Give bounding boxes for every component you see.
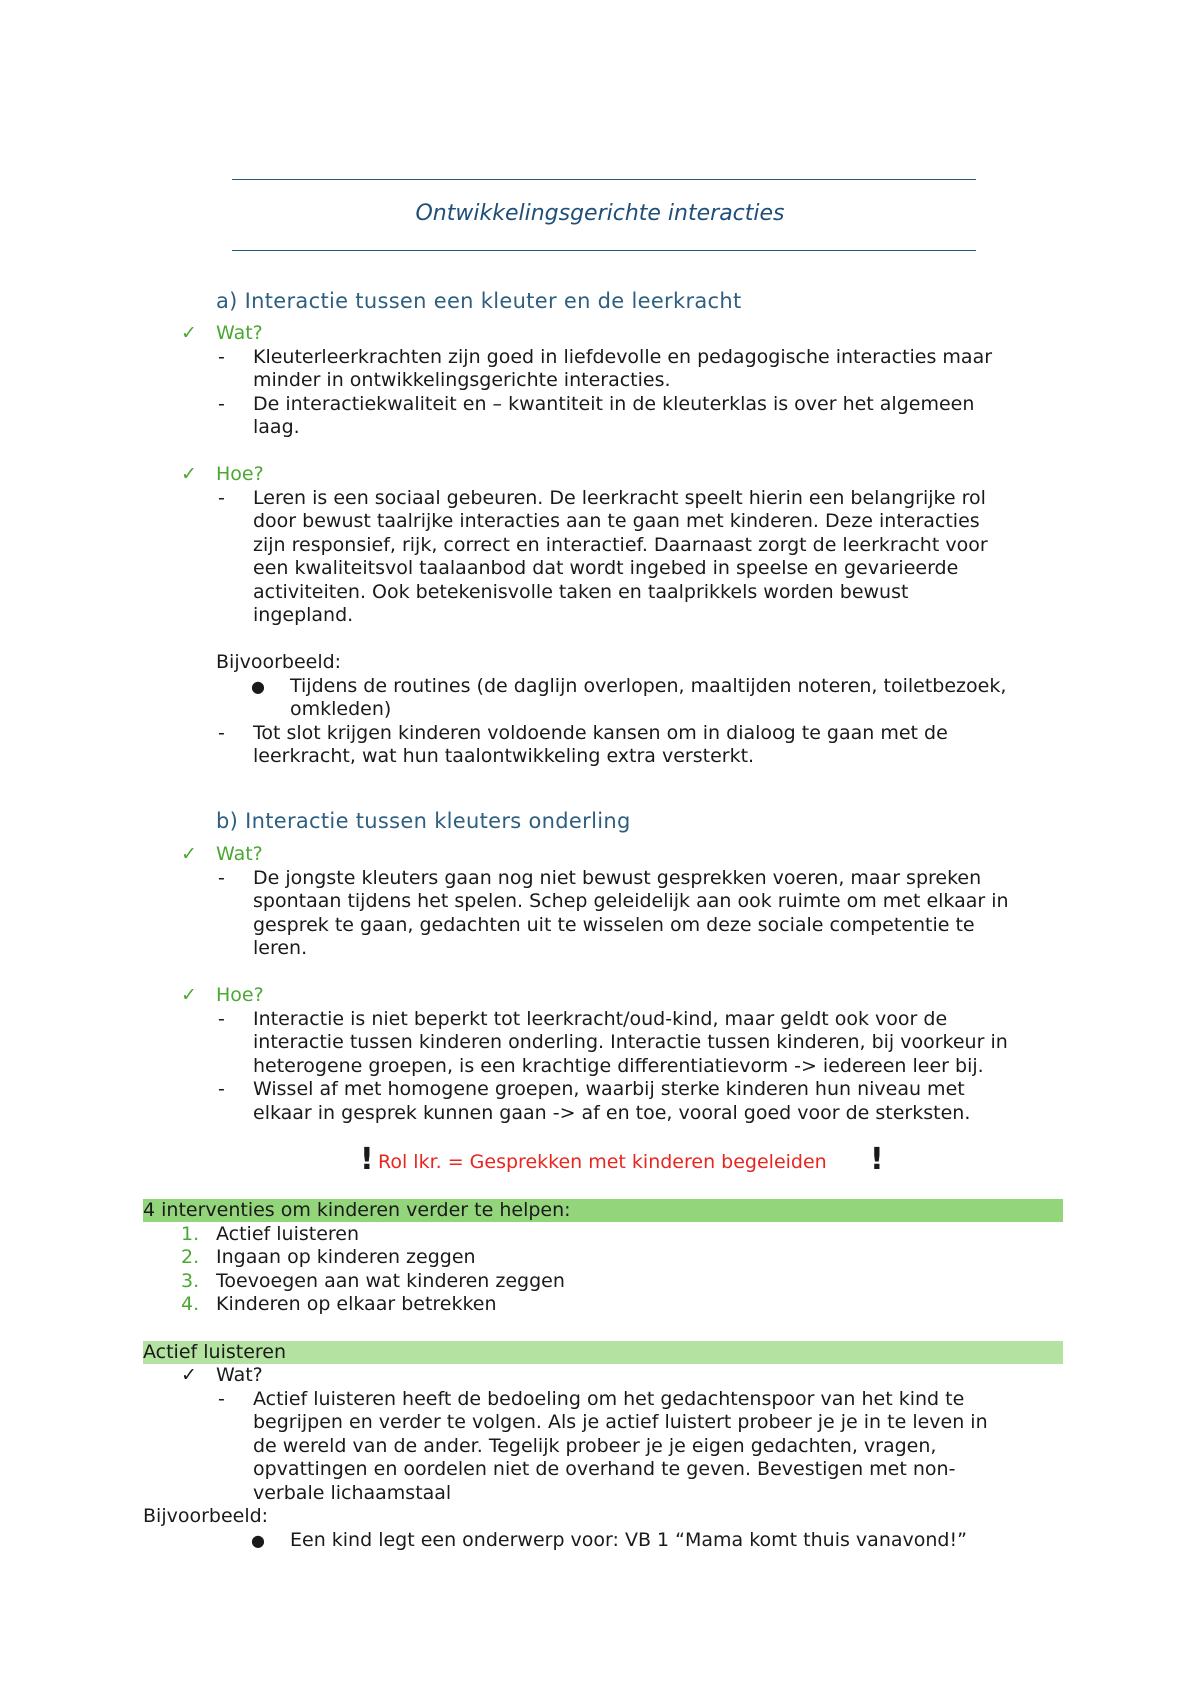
text-line: leerkracht, wat hun taalontwikkeling extra versterkt. — [253, 745, 755, 767]
check-icon: ✓ — [181, 984, 197, 1006]
section-b-wat-label: Wat? — [216, 843, 263, 865]
list-number: 2. — [181, 1246, 200, 1268]
actief-wat-label: Wat? — [216, 1364, 263, 1386]
dash-icon: - — [218, 867, 225, 889]
list-item: Kinderen op elkaar betrekken — [216, 1293, 497, 1315]
title-rule-top — [232, 179, 976, 180]
text-line: heterogene groepen, is een krachtige differentiatievorm -> iedereen leer bij. — [253, 1055, 984, 1077]
text-line: Tot slot krijgen kinderen voldoende kansen om in dialoog te gaan met de — [253, 722, 948, 744]
list-item: Ingaan op kinderen zeggen — [216, 1246, 476, 1268]
text-line: begrijpen en verder te volgen. Als je actief luistert probeer je je in te leven in — [253, 1411, 988, 1433]
text-line: opvattingen en oordelen niet de overhand te geven. Bevestigen met non- — [253, 1458, 956, 1480]
section-b-heading: b) Interactie tussen kleuters onderling — [216, 809, 631, 833]
example-label: Bijvoorbeeld: — [143, 1505, 269, 1527]
text-line: door bewust taalrijke interacties aan te gaan met kinderen. Deze interacties — [253, 510, 980, 532]
list-number: 4. — [181, 1293, 200, 1315]
text-line: gesprek te gaan, gedachten uit te wisselen om deze sociale competentie te — [253, 914, 975, 936]
text-line: activiteiten. Ook betekenisvolle taken en taalprikkels worden bewust — [253, 581, 909, 603]
section-a-wat-label: Wat? — [216, 322, 263, 344]
page-title: Ontwikkelingsgerichte interacties — [415, 201, 785, 226]
actief-heading: Actief luisteren — [143, 1341, 1063, 1364]
text-line: ingepland. — [253, 604, 354, 626]
list-number: 1. — [181, 1223, 200, 1245]
dash-icon: - — [218, 393, 225, 415]
dash-icon: - — [218, 1078, 225, 1100]
list-number: 3. — [181, 1270, 200, 1292]
text-line: minder in ontwikkelingsgerichte interacties. — [253, 369, 671, 391]
text-line: omkleden) — [290, 698, 392, 720]
text-line: Tijdens de routines (de daglijn overlopen, maaltijden noteren, toiletbezoek, — [290, 675, 1007, 697]
text-line: verbale lichaamstaal — [253, 1482, 452, 1504]
text-line: leren. — [253, 937, 308, 959]
example-label: Bijvoorbeeld: — [216, 651, 342, 673]
text-line: Een kind legt een onderwerp voor: VB 1 “Mama komt thuis vanavond!” — [290, 1529, 967, 1551]
dash-icon: - — [218, 346, 225, 368]
dash-icon: - — [218, 1008, 225, 1030]
check-icon: ✓ — [181, 843, 197, 865]
text-line: Wissel af met homogene groepen, waarbij sterke kinderen hun niveau met — [253, 1078, 965, 1100]
text-line: laag. — [253, 416, 300, 438]
text-line: De interactiekwaliteit en – kwantiteit in de kleuterklas is over het algemeen — [253, 393, 975, 415]
bullet-icon: ● — [251, 1531, 265, 1550]
text-line: interactie tussen kinderen onderling. Interactie tussen kinderen, bij voorkeur in — [253, 1031, 1008, 1053]
text-line: de wereld van de ander. Tegelijk probeer je je eigen gedachten, vragen, — [253, 1435, 937, 1457]
bullet-icon: ● — [251, 677, 265, 696]
list-item: Toevoegen aan wat kinderen zeggen — [216, 1270, 565, 1292]
check-icon: ✓ — [181, 1364, 197, 1386]
section-a-heading: a) Interactie tussen een kleuter en de leerkracht — [216, 289, 742, 313]
text-line: zijn responsief, rijk, correct en interactief. Daarnaast zorgt de leerkracht voor — [253, 534, 988, 556]
interventions-heading: 4 interventies om kinderen verder te helpen: — [143, 1199, 1063, 1222]
list-item: Actief luisteren — [216, 1223, 360, 1245]
text-line: Kleuterleerkrachten zijn goed in liefdevolle en pedagogische interacties maar — [253, 346, 993, 368]
title-rule-bottom — [232, 250, 976, 251]
section-b-hoe-label: Hoe? — [216, 984, 264, 1006]
callout-text: Rol lkr. = Gesprekken met kinderen begeleiden — [378, 1151, 827, 1173]
text-line: Leren is een sociaal gebeuren. De leerkracht speelt hierin een belangrijke rol — [253, 487, 986, 509]
text-line: De jongste kleuters gaan nog niet bewust gesprekken voeren, maar spreken — [253, 867, 982, 889]
text-line: Interactie is niet beperkt tot leerkracht/oud-kind, maar geldt ook voor de — [253, 1008, 948, 1030]
dash-icon: - — [218, 487, 225, 509]
text-line: elkaar in gesprek kunnen gaan -> af en toe, vooral goed voor de sterksten. — [253, 1102, 971, 1124]
text-line: spontaan tijdens het spelen. Schep geleidelijk aan ook ruimte om met elkaar in — [253, 890, 1009, 912]
exclamation-icon: ! — [870, 1142, 884, 1177]
section-a-hoe-label: Hoe? — [216, 463, 264, 485]
dash-icon: - — [218, 1388, 225, 1410]
check-icon: ✓ — [181, 322, 197, 344]
text-line: Actief luisteren heeft de bedoeling om het gedachtenspoor van het kind te — [253, 1388, 965, 1410]
check-icon: ✓ — [181, 463, 197, 485]
text-line: een kwaliteitsvol taalaanbod dat wordt ingebed in speelse en gevarieerde — [253, 557, 959, 579]
dash-icon: - — [218, 722, 225, 744]
exclamation-icon: ! — [360, 1142, 374, 1177]
